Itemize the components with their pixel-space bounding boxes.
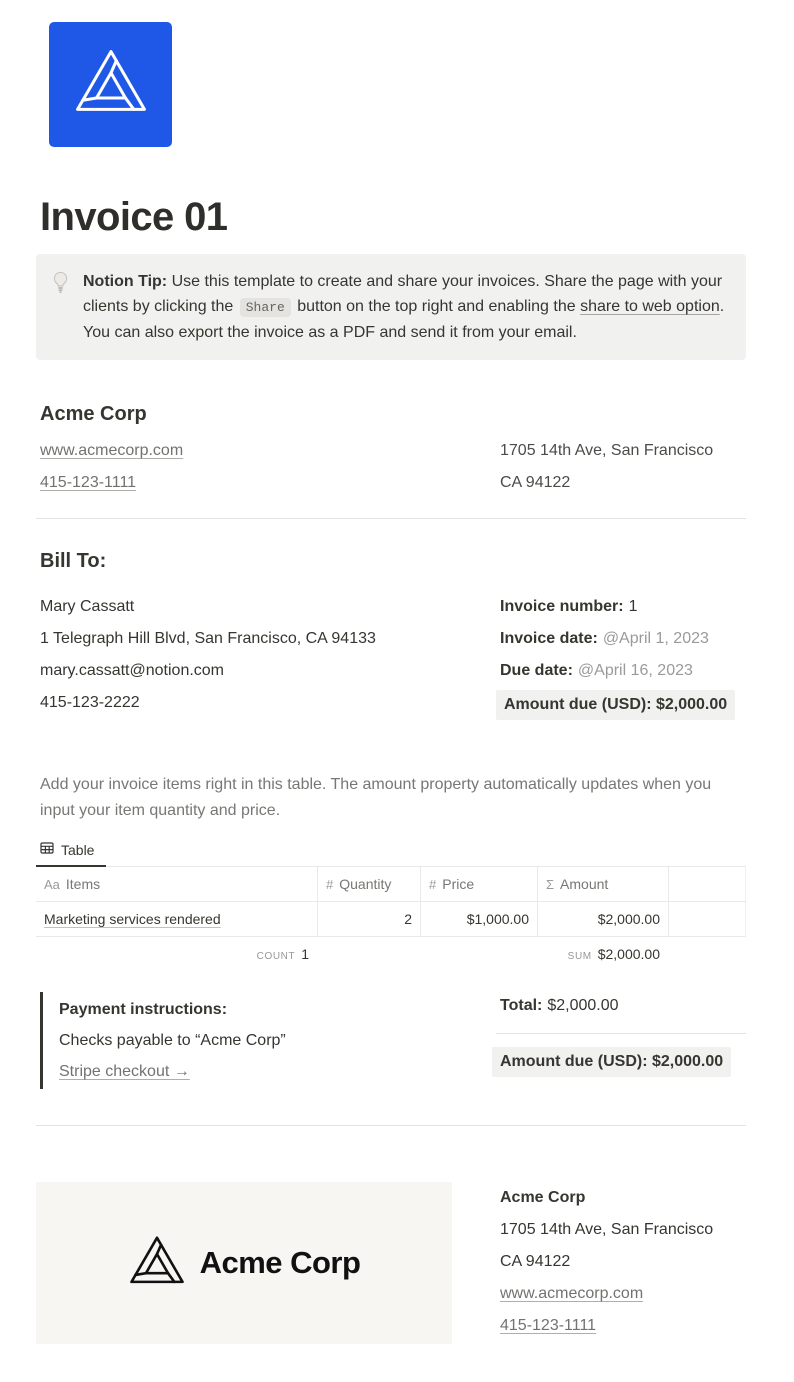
cell-amount[interactable]: $2,000.00 bbox=[537, 902, 668, 936]
column-header-items[interactable]: Aa Items bbox=[44, 876, 101, 892]
page-icon[interactable] bbox=[49, 22, 172, 147]
invoice-meta bbox=[496, 591, 746, 720]
stripe-checkout-link[interactable]: Stripe checkout → bbox=[59, 1063, 190, 1080]
table-row bbox=[36, 902, 746, 937]
company-address-line2: CA 94122 bbox=[500, 474, 571, 491]
invoice-date-mention[interactable]: @April 1, 2023 bbox=[602, 630, 709, 647]
penrose-triangle-icon-black bbox=[128, 1234, 186, 1293]
divider bbox=[36, 1125, 746, 1126]
footer-logo-box bbox=[36, 1182, 452, 1344]
table-calculation-row bbox=[36, 937, 746, 971]
page-content bbox=[36, 22, 746, 1382]
divider bbox=[36, 518, 746, 519]
tab-table-view[interactable] bbox=[36, 841, 106, 867]
footer-company-details bbox=[500, 1182, 746, 1344]
client-email: mary.cassatt@notion.com bbox=[40, 662, 225, 679]
notion-tip-callout bbox=[36, 254, 746, 360]
amount-due-highlight-bottom: Amount due (USD): $2,000.00 bbox=[492, 1047, 731, 1077]
cell-items[interactable]: Marketing services rendered bbox=[44, 911, 221, 927]
totals-divider bbox=[496, 1033, 746, 1034]
callout-label: Notion Tip: bbox=[83, 273, 168, 290]
column-header-quantity[interactable]: # Quantity bbox=[317, 867, 420, 901]
column-header-price[interactable]: # Price bbox=[420, 867, 537, 901]
company-name-heading: Acme Corp bbox=[40, 403, 147, 425]
client-name: Mary Cassatt bbox=[40, 598, 135, 615]
payment-instructions-quote bbox=[40, 992, 496, 1089]
column-header-amount[interactable]: Σ Amount bbox=[537, 867, 668, 901]
callout-text: Notion Tip: Use this template to create and share your invoices. Share the page with your clients by clicking the Share button on the top right and enabling the share to web option. You can also export the invoice as a PDF and send it from your email. bbox=[83, 273, 725, 341]
footer-phone-link[interactable]: 415-123-1111 bbox=[500, 1317, 597, 1334]
company-phone-link[interactable]: 415-123-1111 bbox=[40, 474, 137, 491]
footer-website-link[interactable]: www.acmecorp.com bbox=[500, 1285, 644, 1302]
count-calculation[interactable]: COUNT 1 bbox=[256, 946, 309, 962]
bill-to-details bbox=[36, 591, 496, 720]
company-website-link[interactable]: www.acmecorp.com bbox=[40, 442, 184, 459]
number-property-icon: # bbox=[326, 876, 334, 892]
footer-logo-wordmark: Acme Corp bbox=[199, 1245, 361, 1280]
amount-due-highlight: Amount due (USD): $2,000.00 bbox=[496, 690, 735, 720]
cell-quantity[interactable]: 2 bbox=[317, 902, 420, 936]
invoice-date-label: Invoice date: bbox=[500, 630, 598, 647]
share-button-code: Share bbox=[240, 298, 291, 317]
payment-instructions-heading: Payment instructions: bbox=[59, 1001, 228, 1018]
client-address: 1 Telegraph Hill Blvd, San Francisco, CA 94133 bbox=[40, 630, 376, 647]
footer-address-line2: CA 94122 bbox=[500, 1253, 571, 1270]
text-property-icon: Aa bbox=[44, 876, 60, 892]
total-value: $2,000.00 bbox=[547, 997, 619, 1014]
bill-to-heading: Bill To: bbox=[40, 550, 107, 572]
invoice-items-table bbox=[36, 867, 746, 971]
footer-address-line1: 1705 14th Ave, San Francisco bbox=[500, 1221, 714, 1238]
sum-calculation[interactable]: SUM $2,000.00 bbox=[567, 946, 660, 962]
total-label: Total: bbox=[500, 997, 543, 1014]
invoice-number-label: Invoice number: bbox=[500, 598, 624, 615]
table-grid-icon bbox=[40, 841, 54, 858]
payment-checks-line: Checks payable to “Acme Corp” bbox=[59, 1032, 286, 1049]
totals-column bbox=[496, 992, 746, 1089]
due-date-mention[interactable]: @April 16, 2023 bbox=[577, 662, 693, 679]
formula-property-icon: Σ bbox=[546, 876, 555, 892]
tab-table-label: Table bbox=[61, 841, 95, 858]
share-to-web-link[interactable]: share to web option bbox=[580, 298, 720, 315]
invoice-number-value: 1 bbox=[628, 598, 638, 615]
table-intro-text: Add your invoice items right in this table. The amount property automatically updates when you input your item quantity and price. bbox=[40, 776, 712, 819]
client-phone: 415-123-2222 bbox=[40, 694, 140, 711]
footer-company-name: Acme Corp bbox=[500, 1189, 586, 1206]
number-property-icon: # bbox=[429, 876, 437, 892]
cell-price[interactable]: $1,000.00 bbox=[420, 902, 537, 936]
lightbulb-icon bbox=[50, 269, 72, 345]
cell-empty[interactable] bbox=[668, 902, 746, 936]
column-header-empty[interactable] bbox=[668, 867, 746, 901]
due-date-label: Due date: bbox=[500, 662, 573, 679]
page-title[interactable]: Invoice 01 bbox=[40, 195, 228, 239]
view-tab-bar bbox=[36, 841, 746, 867]
footer-section bbox=[36, 1182, 746, 1382]
table-header-row bbox=[36, 867, 746, 902]
company-address-line1: 1705 14th Ave, San Francisco bbox=[500, 442, 714, 459]
penrose-triangle-icon bbox=[73, 46, 149, 123]
